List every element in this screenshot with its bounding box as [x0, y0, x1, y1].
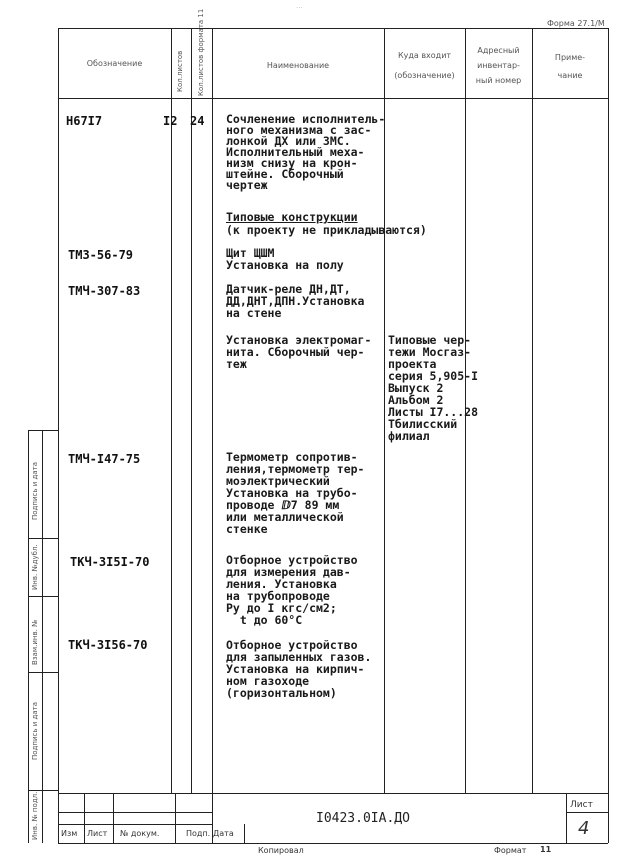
row-where-line: тежи Мосгаз-: [388, 345, 472, 359]
row-name-line: Установка на кирпич-: [226, 662, 365, 676]
section-heading: [226, 212, 358, 223]
row-name-line: ДД,ДНТ,ДПН.Установка: [226, 294, 365, 308]
row-name-line: Щит ЩШМ: [226, 246, 275, 260]
header-primechanie-1: Приме-: [554, 53, 586, 62]
tb-col: [244, 824, 245, 843]
side-inv-dubl: Инв. №дубл.: [31, 544, 39, 590]
side-inv-podl: Инв. № подл.: [31, 791, 39, 840]
tb-col-dokum: № докум.: [120, 829, 160, 838]
row-where-line: Выпуск 2: [388, 381, 444, 395]
document-number: I0423.0IА.ДО: [316, 811, 410, 826]
row-code: ТКЧ-3I56-70: [68, 638, 148, 652]
row-name-line: ном газоходе: [226, 674, 310, 688]
side-stamp-div: [28, 596, 58, 597]
header-adresny-2: инвентар-: [477, 61, 520, 70]
section-heading-title: Типовые конструкции: [226, 210, 358, 224]
row-name-line: для запыленных газов.: [226, 650, 372, 664]
row-name-line: Датчик-реле ДН,ДТ,: [226, 282, 351, 296]
row-name-line: для измерения дав-: [226, 565, 351, 579]
row-code: ТМЧ-307-83: [68, 284, 141, 298]
row-sheets: I2: [163, 114, 178, 128]
header-divider: [58, 98, 608, 99]
row-name-line: на стене: [226, 306, 282, 320]
section-heading-note: (к проекту не прикладываются): [226, 223, 427, 237]
row-name-line: (горизонтальном): [226, 686, 337, 700]
header-adresny-1: Адресный: [477, 46, 520, 55]
side-stamp-outer: [28, 430, 29, 843]
header-kol-listov-formata: Кол.листов формата 11: [197, 8, 205, 96]
row-name-line: нита. Сборочный чер-: [226, 345, 365, 359]
row-name-line: Ру до I кгс/см2;: [226, 601, 337, 615]
col-line-1: [171, 28, 172, 793]
row-name-line: ления. Установка: [226, 577, 337, 591]
top-scribble: ...: [296, 2, 303, 10]
row-code: ТМЧ-I47-75: [68, 452, 141, 466]
col-line-2: [191, 28, 192, 793]
col-line-4: [384, 28, 385, 793]
row-code: ТМЗ-56-79: [68, 248, 134, 262]
footer-kopiroval: Копировал: [258, 846, 304, 855]
row-name-line: проводе ⅅ7 89 мм: [226, 498, 340, 512]
row-name-line: теж: [226, 357, 247, 371]
footer-format-value: 11: [540, 845, 552, 854]
row-name-line: штейне. Сборочный: [226, 167, 344, 181]
form-label: Форма 27.1/М: [547, 19, 605, 28]
side-vzam-inv: Взам.инв. №: [31, 619, 39, 665]
row-name-line: Установка на трубо-: [226, 486, 358, 500]
row-name-line: Термометр сопротив-: [226, 450, 358, 464]
row-where-line: Альбом 2: [388, 393, 444, 407]
header-primechanie-2: чание: [557, 71, 583, 80]
row-name-line: на трубопроводе: [226, 589, 330, 603]
col-line-3: [212, 28, 213, 843]
frame-top: [58, 28, 608, 29]
side-stamp-inner: [42, 430, 43, 843]
tb-col-izm: Изм: [61, 829, 78, 838]
header-oboznachenie: Обозначение: [86, 59, 143, 68]
row-where-line: Типовые чер-: [388, 333, 472, 347]
tb-col-podp: Подп.: [186, 829, 211, 838]
row-code: ТКЧ-3I5I-70: [70, 555, 150, 569]
side-podpis-data-top: Подпись и дата: [31, 462, 39, 520]
tb-col: [84, 793, 85, 843]
tb-col-list: Лист: [87, 829, 108, 838]
title-block-row: [58, 824, 212, 825]
tb-col: [113, 793, 114, 843]
title-block-top: [58, 793, 608, 794]
list-number: 4: [578, 818, 590, 839]
side-podpis-data: Подпись и дата: [31, 702, 39, 760]
header-naimenovanie: Наименование: [266, 61, 330, 70]
row-sheets-format: 24: [190, 114, 205, 128]
row-name-line: t до 60°С: [226, 613, 303, 627]
list-label: Лист: [570, 800, 593, 810]
row-name-line: Установка электромаг-: [226, 333, 372, 347]
row-where-line: филиал: [388, 429, 430, 443]
row-name-line: ления,термометр тер-: [226, 462, 365, 476]
tb-col: [566, 793, 567, 843]
row-name-line: Отборное устройство: [226, 638, 358, 652]
header-adresny-3: ный номер: [475, 76, 522, 85]
row-where-line: проекта: [388, 357, 437, 371]
row-where-line: Тбилисский: [388, 417, 458, 431]
row-name-line: низм снизу на крон-: [226, 156, 358, 170]
row-name-line: Установка на полу: [226, 258, 344, 272]
tb-col-data: Дата: [213, 829, 234, 838]
frame-left: [58, 28, 59, 843]
row-name-line: Исполнительный меха-: [226, 145, 365, 159]
header-kuda-vhodit-1: Куда входит: [397, 51, 452, 60]
row-where-line: серия 5,905-I: [388, 369, 479, 383]
row-name-line: лонкой ДХ или ЗМС.: [226, 134, 351, 148]
row-name-line: ного механизма с зас-: [226, 123, 372, 137]
row-code: Н67I7: [66, 114, 103, 128]
title-block-row: [58, 812, 212, 813]
frame-bottom: [58, 843, 608, 844]
col-line-6: [532, 28, 533, 793]
side-stamp-div: [28, 538, 58, 539]
side-stamp-top: [28, 430, 58, 431]
row-name-line: Отборное устройство: [226, 553, 358, 567]
row-name-line: моэлектрический: [226, 474, 330, 488]
header-kol-listov: Кол.листов: [176, 50, 184, 92]
frame-right: [608, 28, 609, 843]
row-name-line: или металлической: [226, 510, 344, 524]
row-where-line: Листы I7...28: [388, 405, 479, 419]
row-name-line: чертеж: [226, 178, 268, 192]
tb-list-divider: [566, 812, 608, 813]
header-kuda-vhodit-2: (обозначение): [394, 71, 455, 80]
row-name-line: стенке: [226, 522, 268, 536]
side-stamp-div: [28, 672, 58, 673]
tb-col: [175, 793, 176, 843]
footer-format-label: Формат: [494, 846, 527, 855]
row-name-line: Сочленение исполнитель-: [226, 112, 386, 126]
